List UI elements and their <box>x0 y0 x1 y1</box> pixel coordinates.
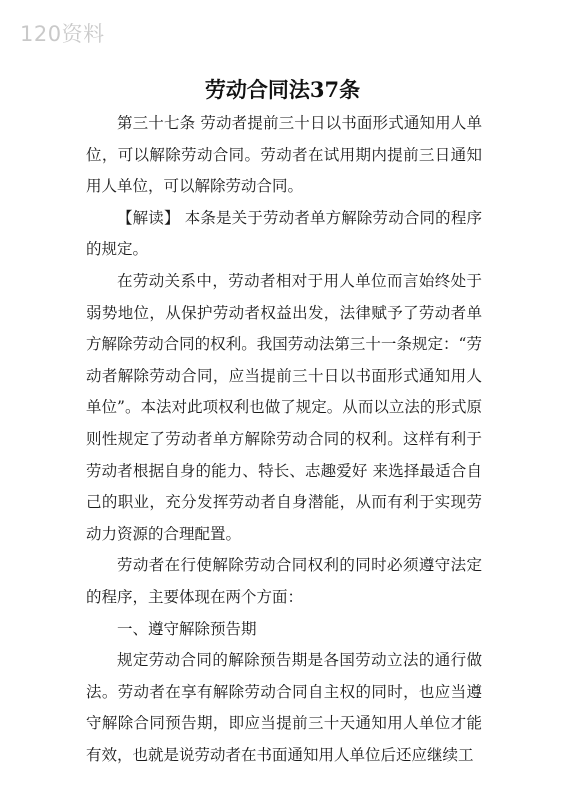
section-heading: 一、遵守解除预告期 <box>117 619 257 638</box>
document-title: 劳动合同法37条 <box>204 77 361 102</box>
article-text-paragraph: 第三十七条 劳动者提前三十日以书面形式通知用人单位，可以解除劳动合同。劳动者在试用期内提前三日通知用人单位，可以解除劳动合同。 <box>86 114 482 196</box>
body-paragraph: 劳动者在行使解除劳动合同权利的同时必须遵守法定的程序，主要体现在两个方面： <box>86 556 482 606</box>
body-paragraph: 规定劳动合同的解除预告期是各国劳动立法的通行做法。劳动者在享有解除劳动合同自主权的同时，也应当遵守解除合同预告期，即应当提前三十天通知用人单位才能有效，也就是说劳动者在书面通知用人单位后还应继续工 <box>86 651 482 764</box>
interpretation-paragraph: 【解读】 本条是关于劳动者单方解除劳动合同的程序的规定。 <box>86 208 482 259</box>
document-body <box>86 108 482 771</box>
watermark-logo: 120资料 <box>20 22 105 46</box>
body-paragraph: 在劳动关系中，劳动者相对于用人单位而言始终处于弱势地位，从保护劳动者权益出发，法律赋予了劳动者单方解除劳动合同的权利。我国劳动法第三十一条规定：“劳动者解除劳动合同，应当提前三十日以书面形式通知用人单位”。本法对此项权利也做了规定。从而以立法的形式原则性规定了劳动者单方解除劳动合同的权利。这样有利于劳动者根据自身的能力、特长、志趣爱好 来选择最适合自己的职业，充分发挥劳动者自身潜能，从而有利于实现劳动力资源的合理配置。 <box>86 271 482 543</box>
